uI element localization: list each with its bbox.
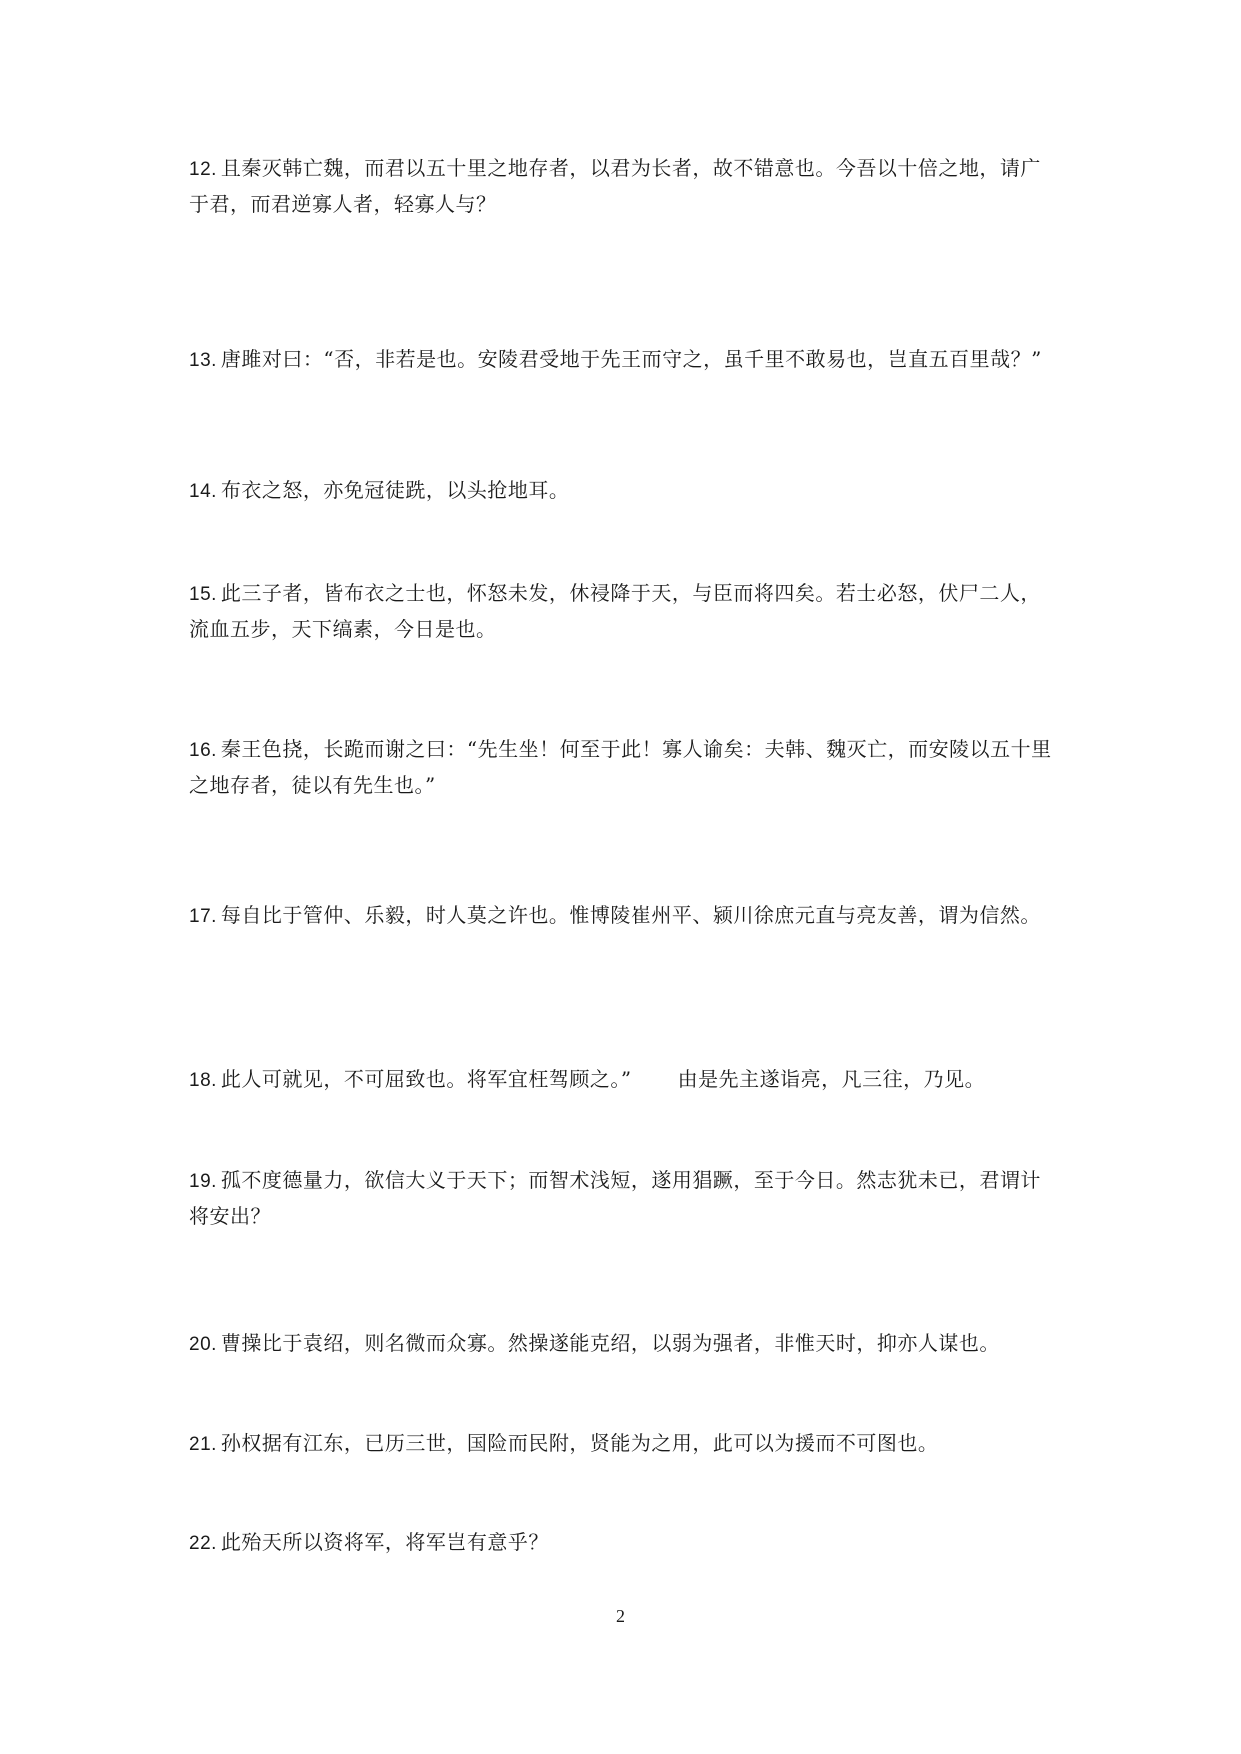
- item-number: 22.: [189, 1533, 217, 1554]
- item-text: 每自比于管仲、乐毅，时人莫之许也。惟博陵崔州平、颍川徐庶元直与亮友善，谓为信然。: [220, 903, 1041, 927]
- item-number: 12.: [189, 159, 217, 180]
- item-text: 孤不度德量力，欲信大义于天下；而智术浅短，遂用猖蹶，至于今日。然志犹未已，君谓计将安出？: [189, 1168, 1041, 1228]
- item-text: 此三子者，皆布衣之士也，怀怒未发，休祲降于天，与臣而将四矣。若士必怒，伏尸二人，流血五步，天下缟素，今日是也。: [189, 581, 1041, 641]
- list-item: [189, 1525, 1059, 1561]
- item-text: 此殆天所以资将军，将军岂有意乎？: [220, 1530, 549, 1554]
- list-item: [189, 1326, 1059, 1362]
- item-text: 秦王色挠，长跪而谢之曰：“先生坐！何至于此！寡人谕矣：夫韩、魏灭亡，而安陵以五十里之地存者，徒以有先生也。”: [189, 737, 1052, 797]
- item-text: 此人可就见，不可屈致也。将军宜枉驾顾之。”: [220, 1067, 632, 1091]
- item-text-continued: 由是先主遂诣亮，凡三往，乃见。: [677, 1067, 986, 1091]
- list-item: [189, 732, 1059, 802]
- list-item: [189, 151, 1059, 221]
- item-number: 14.: [189, 481, 217, 502]
- item-number: 17.: [189, 906, 217, 927]
- item-number: 16.: [189, 740, 217, 761]
- list-item: [189, 898, 1059, 934]
- item-number: 15.: [189, 584, 217, 605]
- item-text: 且秦灭韩亡魏，而君以五十里之地存者，以君为长者，故不错意也。今吾以十倍之地，请广于君，而君逆寡人者，轻寡人与？: [189, 156, 1041, 216]
- page-number: 2: [616, 1606, 625, 1626]
- list-item: [189, 1426, 1059, 1462]
- item-number: 20.: [189, 1334, 217, 1355]
- list-item: [189, 576, 1059, 646]
- list-item: [189, 342, 1059, 378]
- item-number: 18.: [189, 1070, 217, 1091]
- list-item: [189, 1062, 1059, 1098]
- list-item: [189, 473, 1059, 509]
- list-item: [189, 1163, 1059, 1233]
- item-text: 布衣之怒，亦免冠徒跣，以头抢地耳。: [220, 478, 570, 502]
- item-number: 21.: [189, 1434, 217, 1455]
- item-text: 曹操比于袁绍，则名微而众寡。然操遂能克绍，以弱为强者，非惟天时，抑亦人谋也。: [220, 1331, 1000, 1355]
- item-number: 13.: [189, 350, 217, 371]
- item-text: 唐雎对曰：“否，非若是也。安陵君受地于先王而守之，虽千里不敢易也，岂直五百里哉？”: [220, 347, 1042, 371]
- item-number: 19.: [189, 1171, 217, 1192]
- item-text: 孙权据有江东，已历三世，国险而民附，贤能为之用，此可以为援而不可图也。: [220, 1431, 939, 1455]
